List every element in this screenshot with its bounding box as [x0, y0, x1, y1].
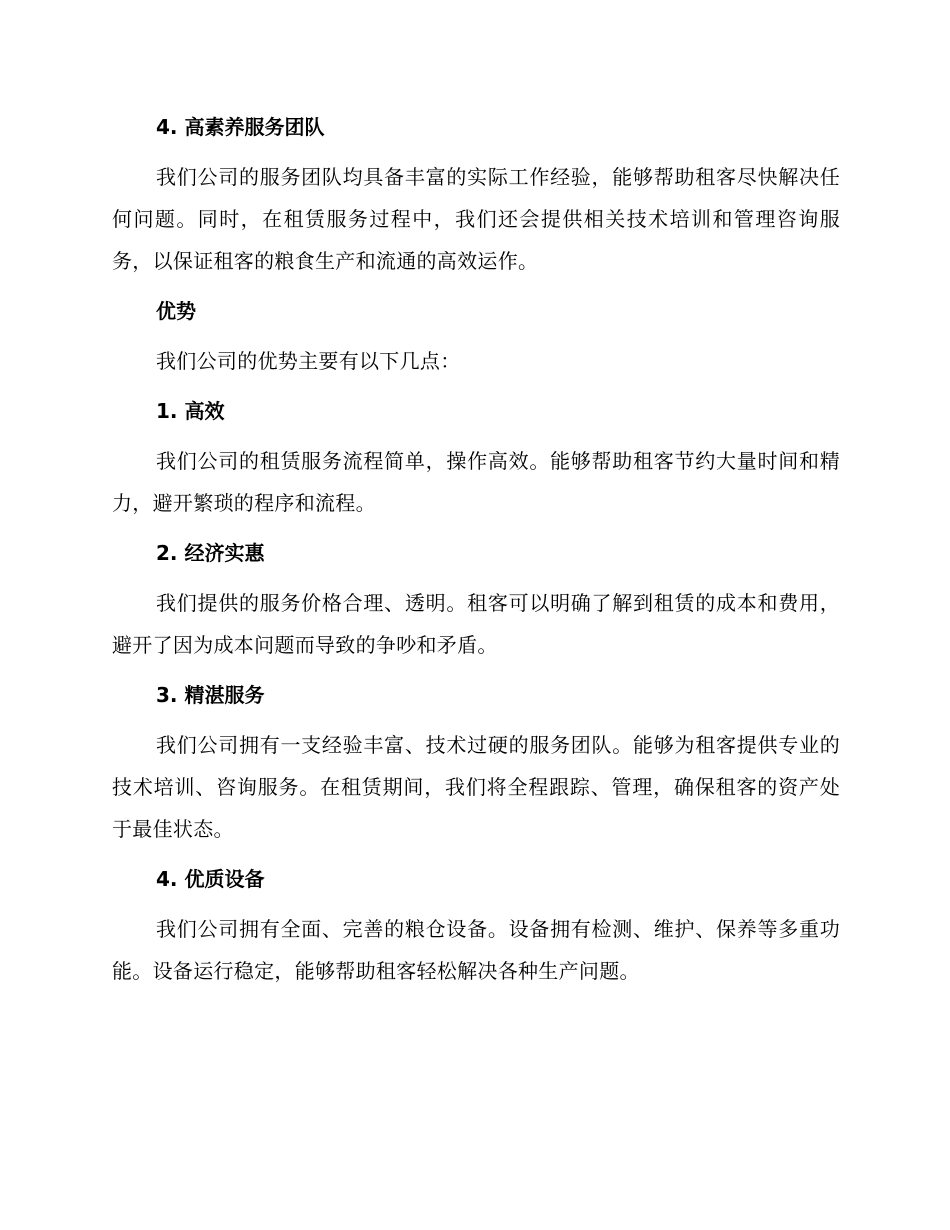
section-body-economical: 我们提供的服务价格合理、透明。租客可以明确了解到租赁的成本和费用，避开了因为成本问题而导致的争吵和矛盾。 [112, 591, 840, 657]
section-heading-service-quality: 3. 精湛服务 [156, 683, 265, 707]
section-body-equipment: 我们公司拥有全面、完善的粮仓设备。设备拥有检测、维护、保养等多重功能。设备运行稳定，能够帮助租客轻松解决各种生产问题。 [112, 917, 840, 983]
section-heading-efficient: 1. 高效 [156, 399, 225, 423]
section-heading-equipment: 4. 优质设备 [156, 867, 265, 891]
section-heading-economical: 2. 经济实惠 [156, 541, 265, 565]
section-heading-service-team: 4. 高素养服务团队 [156, 115, 325, 139]
section-body-efficient: 我们公司的租赁服务流程简单，操作高效。能够帮助租客节约大量时间和精力，避开繁琐的程序和流程。 [112, 449, 840, 515]
section-body-service-team: 我们公司的服务团队均具备丰富的实际工作经验，能够帮助租客尽快解决任何问题。同时，在租赁服务过程中，我们还会提供相关技术培训和管理咨询服务，以保证租客的粮食生产和流通的高效运作。 [112, 165, 840, 273]
section-body-advantages: 我们公司的优势主要有以下几点： [156, 349, 461, 373]
section-body-service-quality: 我们公司拥有一支经验丰富、技术过硬的服务团队。能够为租客提供专业的技术培训、咨询服务。在租赁期间，我们将全程跟踪、管理，确保租客的资产处于最佳状态。 [112, 733, 840, 841]
section-heading-advantages: 优势 [156, 299, 196, 323]
